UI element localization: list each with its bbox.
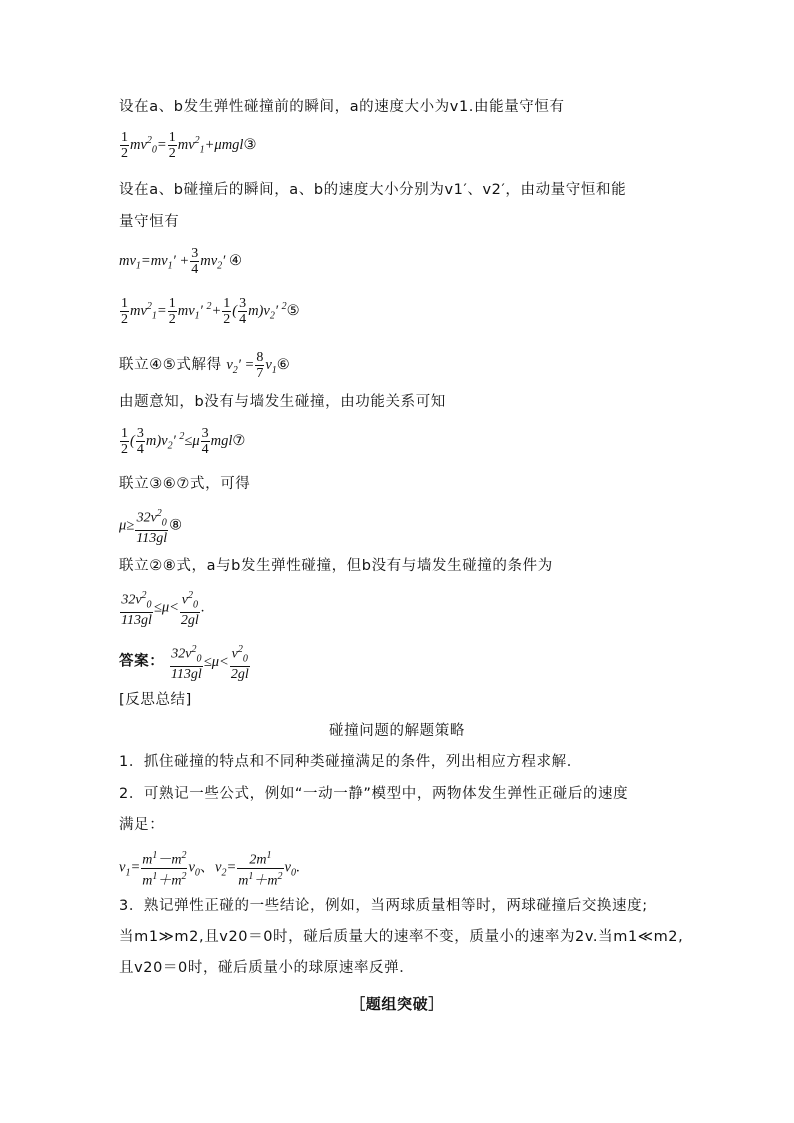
eq7-tag: ⑦ <box>232 432 246 449</box>
equation-8: μ≥ $\frac{32v^2_0}{113gl}$ ⑧ <box>119 508 183 547</box>
equation-4: $mv_1=mv_1'$ + $\frac{3}{4}$ $mv_2'$ ④ <box>119 246 242 277</box>
equation-6: 联立④⑤式解得 $v_2'$ = $\frac{8}{7}$ $v_1⑥$ <box>119 350 290 381</box>
strategy-item-3-cont2: 且v20＝0时，碰后质量小的球原速率反弹． <box>119 960 415 976</box>
equation-velocity-formulas: $v_1=$ $\frac{m^1-m^2}{m^1+m^2}$ $v_0$、$v_2=$ $\frac{2m^1}{m^1+m^2}$ $v_0$. <box>119 850 300 889</box>
solve-label: 联立④⑤式解得 <box>119 356 222 373</box>
paragraph-momentum-intro: 设在a、b碰撞后的瞬间，a、b的速度大小分别为v1′、v2′，由动量守恒和能 <box>119 182 627 198</box>
paragraph-wall-condition: 由题意知，b没有与墙发生碰撞，由功能关系可知 <box>119 394 446 410</box>
paragraph-momentum-intro-cont: 量守恒有 <box>119 214 180 230</box>
strategy-item-2-cont: 满足： <box>119 817 165 833</box>
strategy-title: 碰撞问题的解题策略 <box>329 723 465 739</box>
eq6-tag: ⑥ <box>276 356 290 373</box>
answer-label: 答案： <box>119 653 165 670</box>
section-heading: ［题组突破］ <box>350 995 444 1013</box>
equation-3: $\frac{1}{2}$ $mv^2_0=$ $\frac{1}{2}$ $mv^2_1+\mu mgl③$ <box>121 130 257 161</box>
answer-line: 答案： $\frac{32v^2_0}{113gl}$ ≤μ< $\frac{v^2_0}{2gl}$ <box>119 644 249 683</box>
paragraph-combine: 联立③⑥⑦式，可得 <box>119 476 251 492</box>
strategy-item-3: 3．熟记弹性正碰的一些结论，例如，当两球质量相等时，两球碰撞后交换速度; <box>119 898 648 914</box>
reflection-heading: [反思总结] <box>119 692 192 708</box>
paragraph-final-condition: 联立②⑧式，a与b发生弹性碰撞，但b没有与墙发生碰撞的条件为 <box>119 558 553 574</box>
strategy-item-2: 2．可熟记一些公式，例如“一动一静”模型中，两物体发生弹性正碰后的速度 <box>119 786 629 802</box>
eq4-tag: ④ <box>228 252 242 269</box>
eq3-tag: ③ <box>243 136 257 153</box>
equation-final-condition: $\frac{32v^2_0}{113gl}$ ≤μ< $\frac{v^2_0}{2gl}$ . <box>121 590 205 629</box>
eq5-tag: ⑤ <box>286 302 300 319</box>
equation-5: $\frac{1}{2}$ $mv^2_1=$ $\frac{1}{2}$ $mv_1'$ $^2$+ $\frac{1}{2}$ ( $\frac{3}{4}$ $m)v_2'$ $^2$⑤ <box>121 296 300 327</box>
strategy-item-1: 1．抓住碰撞的特点和不同种类碰撞满足的条件，列出相应方程求解． <box>119 754 582 770</box>
eq8-tag: ⑧ <box>169 517 183 534</box>
paragraph-energy-intro: 设在a、b发生弹性碰撞前的瞬间，a的速度大小为v1.由能量守恒有 <box>119 99 565 115</box>
strategy-item-3-cont1: 当m1≫m2,且v20＝0时，碰后质量大的速率不变，质量小的速率为2v.当m1≪m2, <box>119 929 684 945</box>
equation-7: $\frac{1}{2}$ ( $\frac{3}{4}$ $m)v_2'$ $^2$≤μ $\frac{3}{4}$ mgl⑦ <box>121 426 246 457</box>
